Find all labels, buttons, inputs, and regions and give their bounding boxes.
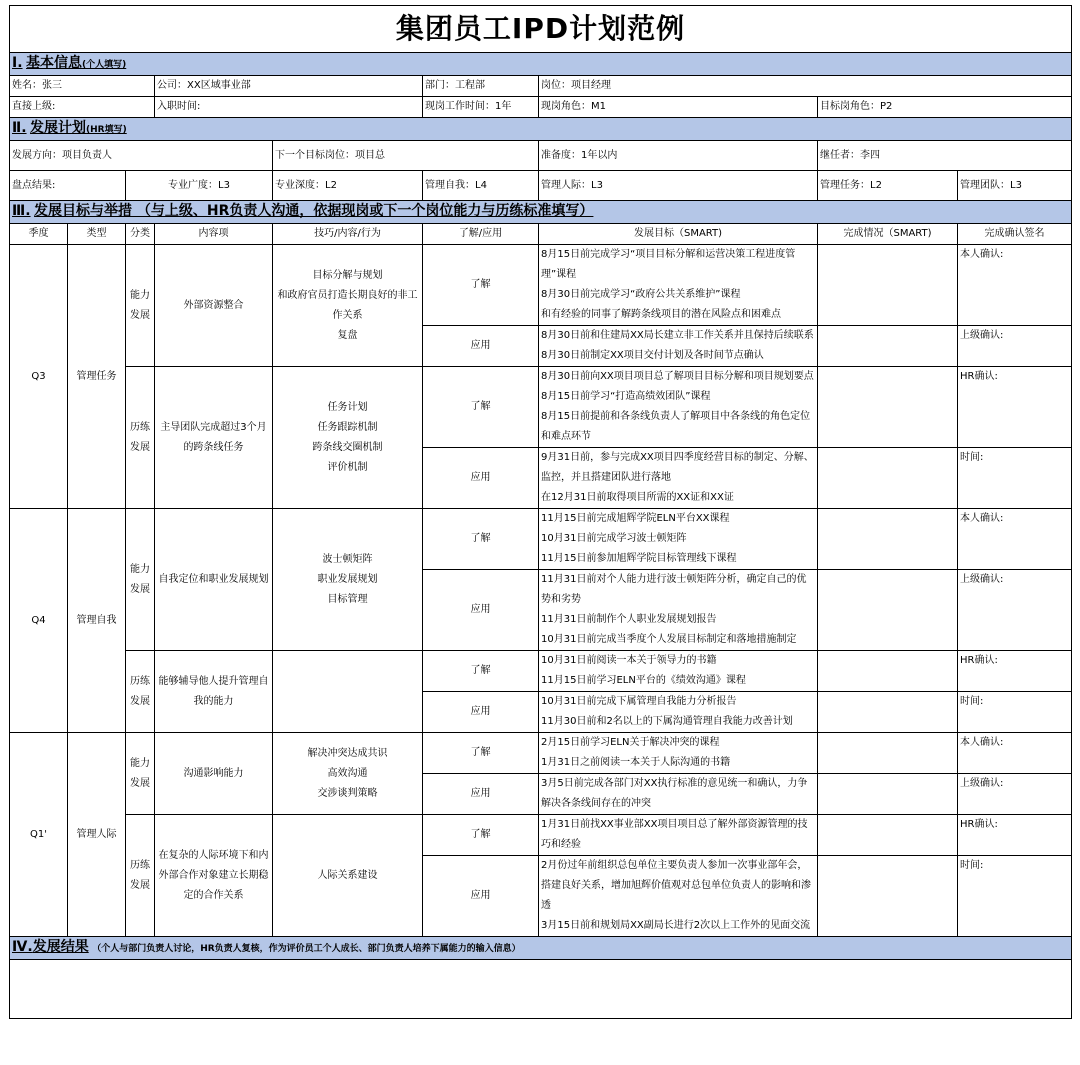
status-cell[interactable] [818, 509, 958, 570]
plan-breadth: 专业广度：L3 [126, 171, 273, 201]
plan-next-position: 下一个目标岗位：项目总 [273, 141, 539, 171]
info-current-role: 现岗角色：M1 [539, 97, 818, 118]
goal-item: 3月5日前完成各部门对XX执行标准的意见统一和确认，力争解决各条线间存在的冲突 [541, 778, 808, 809]
info-position: 岗位：项目经理 [539, 76, 1072, 97]
skill-item: 复盘 [337, 329, 358, 341]
section-number: Ⅱ. [12, 120, 27, 136]
info-department: 部门：工程部 [423, 76, 539, 97]
goal-row [10, 509, 1072, 570]
goal-item: 11月31日前制作个人职业发展规划报告 [541, 614, 717, 625]
skill-item: 跨条线交圈机制 [312, 441, 383, 453]
section-goals-header [10, 201, 1072, 224]
section-number: Ⅳ. [12, 939, 33, 955]
category-cell: 历练发展 [126, 367, 155, 509]
plan-manage-people: 管理人际：L3 [539, 171, 818, 201]
category-cell: 能力发展 [126, 245, 155, 367]
sign-cell[interactable]: 上级确认: [958, 570, 1072, 651]
sign-cell[interactable]: HR确认: [958, 815, 1072, 856]
sign-cell[interactable]: 本人确认: [958, 509, 1072, 570]
header-goal: 发展目标（SMART) [539, 224, 818, 245]
goal-row [10, 651, 1072, 692]
mode-cell: 应用 [423, 774, 539, 815]
skill-item: 任务计划 [327, 401, 368, 413]
quarter-cell: Q4 [10, 509, 68, 733]
skill-item: 职业发展规划 [317, 573, 378, 585]
goal-row [10, 367, 1072, 448]
goal-item: 8月30日前完成学习“政府公共关系维护”课程 [541, 289, 741, 300]
info-tenure: 现岗工作时间：1年 [423, 97, 539, 118]
goal-item: 10月31日前阅读一本关于领导力的书籍 [541, 655, 717, 666]
goal-item: 8月30日前和住建局XX局长建立非工作关系并且保持后续联系 [541, 330, 814, 341]
content-cell: 主导团队完成超过3个月的跨条线任务 [155, 367, 273, 509]
mode-cell: 了解 [423, 367, 539, 448]
ipd-sheet [9, 5, 1071, 1019]
section-label: 发展目标与举措 （与上级、HR负责人沟通，依据现岗或下一个岗位能力与历练标准填写） [34, 203, 594, 219]
section-note: (HR填写) [86, 125, 127, 135]
mode-cell: 了解 [423, 245, 539, 326]
status-cell[interactable] [818, 815, 958, 856]
goal-cell [539, 245, 818, 326]
skills-cell [273, 509, 423, 651]
status-cell[interactable] [818, 367, 958, 448]
category-cell: 能力发展 [126, 733, 155, 815]
goal-item: 11月15日前完成旭辉学院ELN平台XX课程 [541, 513, 730, 524]
section-results-header [10, 937, 1072, 960]
goal-item: 11月15日前学习ELN平台的《绩效沟通》课程 [541, 675, 746, 686]
skills-cell [273, 815, 423, 937]
header-sign: 完成确认签名 [958, 224, 1072, 245]
skills-cell [273, 367, 423, 509]
info-name: 姓名：张三 [10, 76, 155, 97]
goal-cell [539, 774, 818, 815]
sign-cell[interactable]: HR确认: [958, 651, 1072, 692]
mode-cell: 应用 [423, 570, 539, 651]
section-number: Ⅲ. [12, 203, 31, 219]
goal-item: 2月15日前学习ELN关于解决冲突的课程 [541, 737, 720, 748]
skills-cell [273, 651, 423, 733]
goal-item: 10月31日前完成学习波士顿矩阵 [541, 533, 687, 544]
goal-row [10, 245, 1072, 326]
type-cell: 管理自我 [68, 509, 126, 733]
goal-item: 9月31日前，参与完成XX项目四季度经营目标的制定、分解、监控，并且搭建团队进行落地 [541, 452, 814, 483]
sign-cell[interactable]: 上级确认: [958, 326, 1072, 367]
header-mode: 了解/应用 [423, 224, 539, 245]
skill-item: 任务跟踪机制 [317, 421, 378, 433]
sign-cell[interactable]: 时间: [958, 856, 1072, 937]
section-note: （个人与部门负责人讨论，HR负责人复核，作为评价员工个人成长、部门负责人培养下属能力的输入信息） [92, 944, 521, 954]
section-label: 基本信息 [26, 55, 83, 71]
type-cell: 管理任务 [68, 245, 126, 509]
category-cell: 能力发展 [126, 509, 155, 651]
results-input-area[interactable] [10, 960, 1072, 1019]
status-cell[interactable] [818, 245, 958, 326]
mode-cell: 应用 [423, 692, 539, 733]
goal-item: 8月15日前完成学习“项目目标分解和运营决策工程进度管理”课程 [541, 249, 796, 280]
mode-cell: 应用 [423, 856, 539, 937]
goal-item: 1月31日之前阅读一本关于人际沟通的书籍 [541, 757, 731, 768]
status-cell[interactable] [818, 326, 958, 367]
skill-item: 目标管理 [327, 593, 368, 605]
header-type: 类型 [68, 224, 126, 245]
skill-item: 目标分解与规划 [312, 269, 383, 281]
mode-cell: 了解 [423, 651, 539, 692]
plan-manage-self: 管理自我：L4 [423, 171, 539, 201]
goal-cell [539, 856, 818, 937]
goal-item: 8月30日前制定XX项目交付计划及各时间节点确认 [541, 350, 764, 361]
status-cell[interactable] [818, 774, 958, 815]
sign-cell[interactable]: 时间: [958, 692, 1072, 733]
sign-cell[interactable]: 本人确认: [958, 245, 1072, 326]
content-cell: 在复杂的人际环境下和内外部合作对象建立长期稳定的合作关系 [155, 815, 273, 937]
skill-item: 波士顿矩阵 [322, 553, 373, 565]
goal-cell [539, 733, 818, 774]
info-company: 公司：XX区域事业部 [155, 76, 423, 97]
goals-table-header [10, 224, 1072, 245]
goal-item: 10月31日前完成下属管理自我能力分析报告 [541, 696, 737, 707]
sign-cell[interactable]: 时间: [958, 448, 1072, 509]
header-status: 完成情况（SMART) [818, 224, 958, 245]
plan-direction: 发展方向：项目负责人 [10, 141, 273, 171]
ipd-table [9, 5, 1072, 1019]
plan-manage-task: 管理任务：L2 [818, 171, 958, 201]
goal-item: 8月30日前向XX项目项目总了解项目目标分解和项目规划要点 [541, 371, 814, 382]
category-cell: 历练发展 [126, 815, 155, 937]
plan-readiness: 准备度：1年以内 [539, 141, 818, 171]
status-cell[interactable] [818, 733, 958, 774]
content-cell: 外部资源整合 [155, 245, 273, 367]
mode-cell: 应用 [423, 448, 539, 509]
skill-item: 解决冲突达成共识 [307, 747, 388, 759]
info-hire-date: 入职时间: [155, 97, 423, 118]
section-note: (个人填写) [82, 60, 127, 70]
skills-cell [273, 733, 423, 815]
header-content: 内容项 [155, 224, 273, 245]
skill-item: 评价机制 [327, 461, 368, 473]
skills-cell [273, 245, 423, 367]
plan-depth: 专业深度：L2 [273, 171, 423, 201]
mode-cell: 了解 [423, 509, 539, 570]
status-cell[interactable] [818, 692, 958, 733]
goal-item: 8月15日前学习“打造高绩效团队”课程 [541, 391, 711, 402]
skill-item: 高效沟通 [327, 767, 368, 779]
section-label: 发展计划 [30, 120, 87, 136]
page-title: 集团员工IPD计划范例 [10, 6, 1072, 53]
plan-manage-team: 管理团队：L3 [958, 171, 1072, 201]
goal-item: 11月15日前参加旭辉学院目标管理线下课程 [541, 553, 737, 564]
status-cell[interactable] [818, 448, 958, 509]
status-cell[interactable] [818, 651, 958, 692]
goal-cell [539, 692, 818, 733]
header-quarter: 季度 [10, 224, 68, 245]
status-cell[interactable] [818, 856, 958, 937]
goal-cell [539, 815, 818, 856]
quarter-cell: Q3 [10, 245, 68, 509]
goal-item: 10月31日前完成当季度个人发展目标制定和落地措施制定 [541, 634, 797, 645]
goal-cell [539, 570, 818, 651]
goal-row [10, 815, 1072, 856]
mode-cell: 应用 [423, 326, 539, 367]
quarter-cell: Q1' [10, 733, 68, 937]
status-cell[interactable] [818, 570, 958, 651]
info-target-role: 目标岗角色：P2 [818, 97, 1072, 118]
skill-item: 交涉谈判策略 [317, 787, 378, 799]
goal-item: 11月31日前对个人能力进行波士顿矩阵分析，确定自己的优势和劣势 [541, 574, 807, 605]
goal-cell [539, 651, 818, 692]
goal-item: 8月15日前提前和各条线负责人了解项目中各条线的角色定位和难点环节 [541, 411, 811, 442]
sign-cell[interactable]: HR确认: [958, 367, 1072, 448]
skill-item: 和政府官员打造长期良好的非工作关系 [277, 289, 418, 321]
goal-item: 在12月31日前取得项目所需的XX证和XX证 [541, 492, 734, 503]
plan-successor: 继任者：李四 [818, 141, 1072, 171]
sign-cell[interactable]: 本人确认: [958, 733, 1072, 774]
header-skills: 技巧/内容/行为 [273, 224, 423, 245]
skill-item: 人际关系建设 [317, 869, 378, 881]
goal-item: 和有经验的同事了解跨条线项目的潜在风险点和困难点 [541, 309, 781, 320]
goal-cell [539, 448, 818, 509]
goal-item: 3月15日前和规划局XX副局长进行2次以上工作外的见面交流 [541, 920, 811, 931]
category-cell: 历练发展 [126, 651, 155, 733]
section-label: 发展结果 [32, 939, 89, 955]
goal-cell [539, 326, 818, 367]
mode-cell: 了解 [423, 733, 539, 774]
mode-cell: 了解 [423, 815, 539, 856]
goal-cell [539, 509, 818, 570]
content-cell: 自我定位和职业发展规划 [155, 509, 273, 651]
goal-item: 2月份过年前组织总包单位主要负责人参加一次事业部年会，搭建良好关系，增加旭辉价值观对总包单位负责人的影响和渗透 [541, 860, 811, 911]
section-dev-plan-header [10, 118, 1072, 141]
header-category: 分类 [126, 224, 155, 245]
plan-review-result: 盘点结果: [10, 171, 126, 201]
sign-cell[interactable]: 上级确认: [958, 774, 1072, 815]
goal-row [10, 733, 1072, 774]
type-cell: 管理人际 [68, 733, 126, 937]
content-cell: 沟通影响能力 [155, 733, 273, 815]
content-cell: 能够辅导他人提升管理自我的能力 [155, 651, 273, 733]
section-number: Ⅰ. [12, 55, 23, 71]
goal-item: 11月30日前和2名以上的下属沟通管理自我能力改善计划 [541, 716, 793, 727]
section-basic-info-header [10, 53, 1072, 76]
goal-cell [539, 367, 818, 448]
goal-item: 1月31日前找XX事业部XX项目项目总了解外部资源管理的技巧和经验 [541, 819, 808, 850]
info-supervisor: 直接上级: [10, 97, 155, 118]
